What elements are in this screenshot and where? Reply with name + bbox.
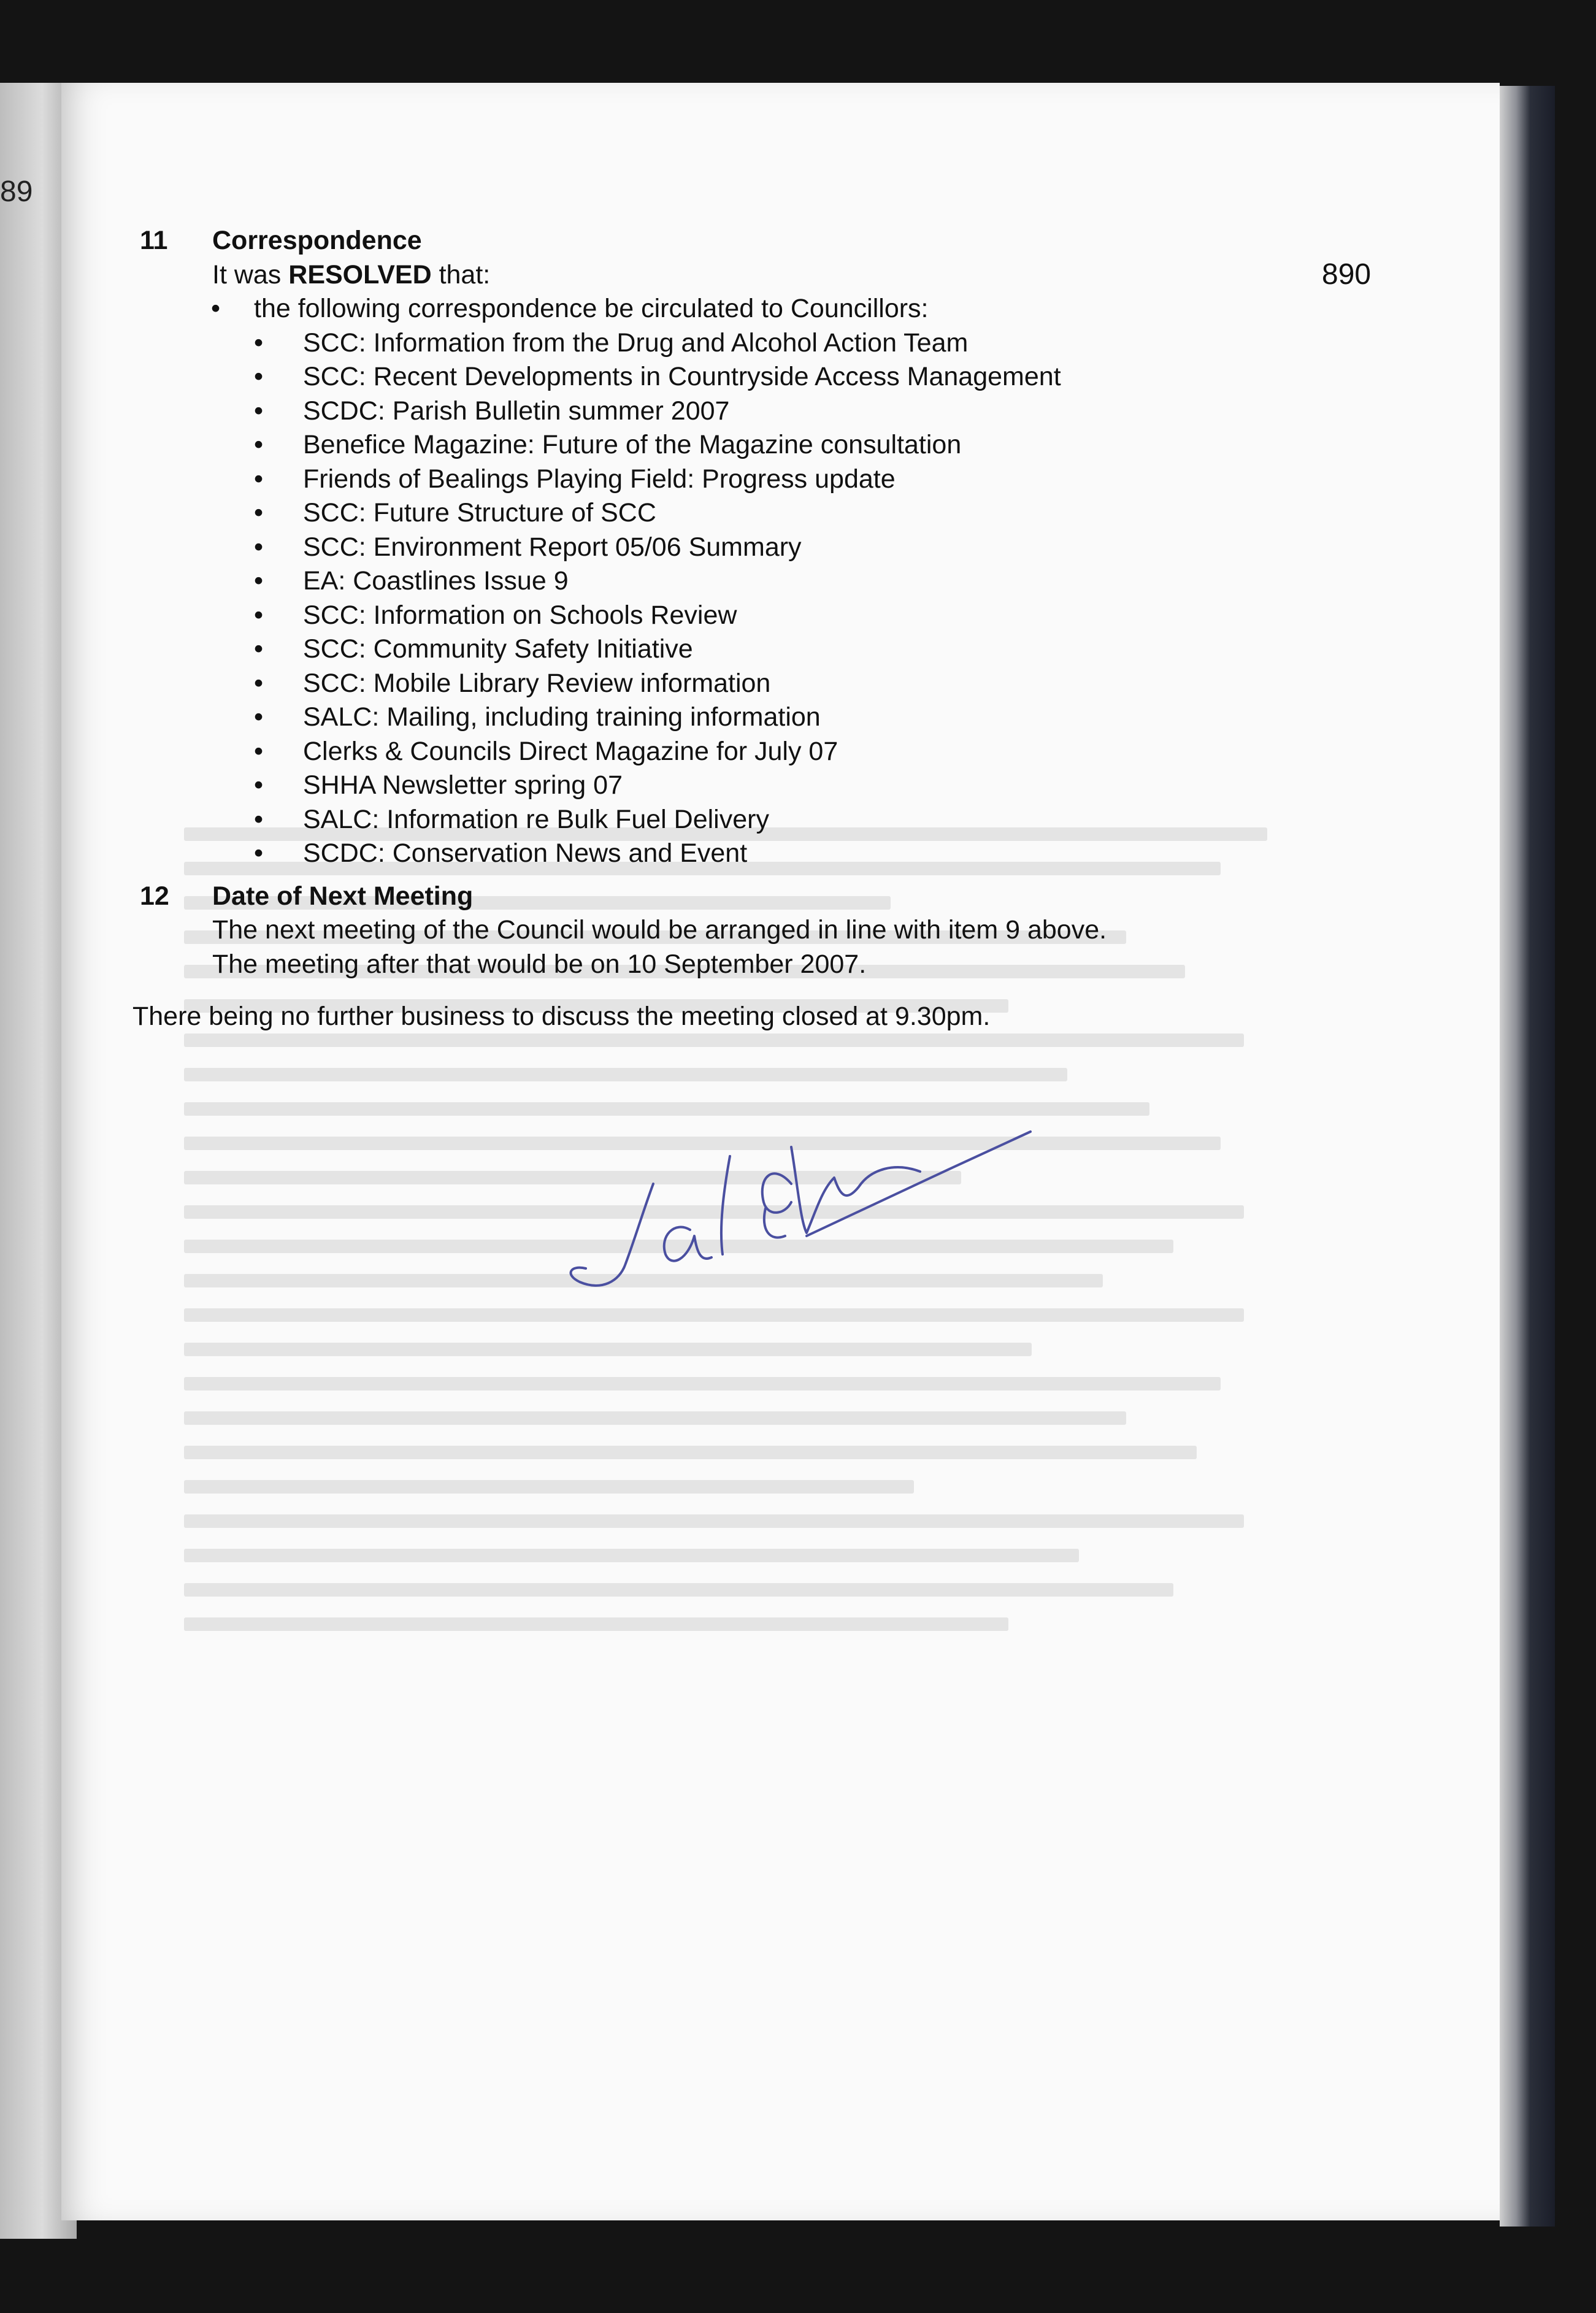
correspondence-item: • SCC: Information on Schools Review xyxy=(303,599,1244,633)
correspondence-item: • SCDC: Parish Bulletin summer 2007 xyxy=(303,394,1244,429)
resolved-keyword: RESOLVED xyxy=(288,259,432,290)
section-title: Correspondence xyxy=(212,226,422,255)
section-number: 11 xyxy=(140,226,168,255)
correspondence-item: • SCC: Mobile Library Review information xyxy=(303,667,1244,701)
correspondence-item: • Friends of Bealings Playing Field: Progress update xyxy=(303,462,1244,497)
section-correspondence xyxy=(140,224,1244,871)
closing-statement: There being no further business to discuss the meeting closed at 9.30pm. xyxy=(132,1002,991,1031)
book-page-edges xyxy=(1500,86,1555,2227)
facing-page-number: 89 xyxy=(0,175,33,208)
correspondence-item: • SCC: Recent Developments in Countryside Access Management xyxy=(303,360,1244,394)
next-meeting-line: The meeting after that would be on 10 September 2007. xyxy=(212,949,867,979)
correspondence-item: • SHHA Newsletter spring 07 xyxy=(303,769,1244,803)
page-number: 890 xyxy=(1322,258,1372,291)
correspondence-item: • Clerks & Councils Direct Magazine for July 07 xyxy=(303,735,1244,769)
section-heading xyxy=(140,880,1244,914)
resolution-intro: It was RESOLVED that: xyxy=(212,259,491,290)
section-next-meeting xyxy=(140,880,1244,982)
correspondence-item: • EA: Coastlines Issue 9 xyxy=(303,564,1244,599)
resolution-item: • the following correspondence be circulated to Councillors: • SCC: Information from the Drug and Alcohol Action Team • SCC: Recent Developments in Countryside Access Management • SCDC: Parish Bulletin summer 2007 • Benefice Magazine: Future of the Magazine consultation • Friends of Bealings Playing Field: Progress update • SCC: Future Structure of SCC • SCC: Environment Report 05/06 Summary • EA: Coastlines Issue 9 • SCC: Information on Schools Review • SCC: Community Safety Initiative • SCC: Mobile Library Review information • SALC: Mailing, including training information • Clerks & Councils Direct Magazine for July 07 • SHHA Newsletter spring 07 • SALC: Information re Bulk Fuel Delivery • SCDC: Conservation News and Event xyxy=(254,292,1244,871)
section-heading xyxy=(140,224,1244,258)
correspondence-item: • SCC: Environment Report 05/06 Summary xyxy=(303,531,1244,565)
correspondence-item: • SALC: Mailing, including training information xyxy=(303,700,1244,735)
handwritten-signature xyxy=(528,1104,1190,1300)
minutes-content xyxy=(132,224,1244,1034)
correspondence-item: • SCC: Community Safety Initiative xyxy=(303,632,1244,667)
correspondence-item: • SCC: Future Structure of SCC xyxy=(303,496,1244,531)
section-number: 12 xyxy=(140,881,169,911)
correspondence-item: • SALC: Information re Bulk Fuel Delivery xyxy=(303,803,1244,837)
correspondence-item: • Benefice Magazine: Future of the Magazine consultation xyxy=(303,428,1244,462)
section-title: Date of Next Meeting xyxy=(212,881,474,911)
next-meeting-line: The next meeting of the Council would be arranged in line with item 9 above. xyxy=(212,915,1107,945)
correspondence-item: • SCDC: Conservation News and Event xyxy=(303,837,1244,871)
correspondence-item: • SCC: Information from the Drug and Alcohol Action Team xyxy=(303,326,1244,361)
correspondence-list xyxy=(254,326,1244,871)
resolution-list xyxy=(140,292,1244,871)
